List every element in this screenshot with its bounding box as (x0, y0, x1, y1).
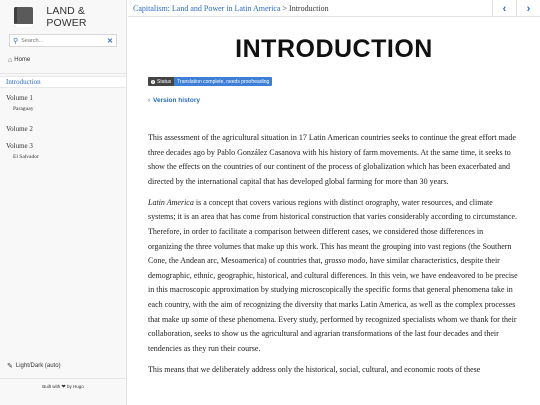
status-label-text: Status (157, 78, 172, 85)
info-icon: i (152, 79, 154, 84)
breadcrumb-separator: > (282, 4, 288, 13)
book-icon (12, 6, 33, 28)
page-title: INTRODUCTION (235, 35, 433, 63)
breadcrumb-link-book[interactable]: Capitalism: Land and Power in Latin America (133, 4, 281, 13)
grosso-modo-emphasis: grosso modo (324, 256, 366, 266)
footer-by-text[interactable]: by Hugo (66, 384, 84, 389)
status-badge-value: Translation complete, needs proofreading (174, 77, 272, 86)
chevron-right-icon: › (526, 2, 531, 15)
status-badge-label (148, 77, 174, 86)
theme-toggle[interactable] (7, 362, 61, 370)
clear-search-icon[interactable]: ✕ (107, 37, 113, 45)
paragraph-2 (148, 196, 518, 357)
sidebar-divider (0, 73, 126, 74)
footer-divider (0, 378, 126, 379)
chevron-left-icon: ‹ (502, 2, 507, 15)
latin-america-emphasis: Latin America (148, 197, 194, 207)
page-nav (492, 0, 540, 17)
heart-icon: ❤ (61, 384, 66, 390)
status-badge (148, 77, 272, 86)
breadcrumb-current: Introduction (289, 4, 329, 13)
home-label: Home (14, 57, 31, 63)
main-content (128, 18, 540, 405)
version-history-toggle[interactable] (148, 97, 200, 104)
next-page-button[interactable] (516, 0, 540, 17)
paragraph-1: This assessment of the agricultural situation in 17 Latin American countries seeks to continue the great effort made three decades ago by Pablo González Casanova with his history of farm movements. At the same time, it seeks to show the effects on the countries of our continent of the process of globalization which has been exacerbated and directed by the international capital that has developed global farming for more than 30 years. (148, 133, 516, 186)
search-box (9, 34, 117, 47)
version-history-label: Version history (153, 97, 200, 104)
brush-icon: ✎ (7, 363, 13, 370)
footer-built-text: Built with (42, 384, 61, 389)
article-body (148, 131, 518, 384)
brand[interactable] (0, 0, 126, 34)
prev-page-button[interactable] (492, 0, 516, 17)
breadcrumb (133, 4, 329, 13)
sidebar-item-paraguay[interactable]: Paraguay (13, 106, 34, 112)
search-input[interactable] (21, 35, 107, 46)
brand-title[interactable]: LAND & POWER (46, 5, 87, 29)
top-bar (128, 0, 540, 17)
theme-label: Light/Dark (auto) (15, 363, 61, 369)
footer (0, 384, 126, 390)
home-link[interactable] (8, 56, 126, 64)
chevron-right-icon: › (148, 97, 150, 104)
home-icon: ⌂ (8, 56, 13, 64)
sidebar (0, 0, 127, 405)
paragraph-3: This means that we deliberately address only the historical, social, cultural, and economic roots of these (148, 364, 481, 374)
sidebar-item-introduction[interactable]: Introduction (0, 76, 126, 88)
sidebar-item-el-salvador[interactable]: El Salvador (13, 154, 39, 160)
paragraph-2-part-a: is a concept that covers various regions with distinct orography, water resources, and climate systems; it is an area that has come from historical construction that varies considerably according to circumstance. Therefore, in order to facilitate a comparison between different cases, we considered those differences in organizing the three volumes that make up this work. This has meant the grouping into vast regions (the Southern Cone, the Andean arc, Mesoamerica) of countries that, (148, 197, 517, 266)
sidebar-item-volume-1[interactable]: Volume 1 (6, 94, 33, 102)
sidebar-item-volume-3[interactable]: Volume 3 (6, 142, 33, 150)
search-icon: ⚲ (13, 37, 19, 45)
sidebar-item-volume-2[interactable]: Volume 2 (6, 125, 33, 133)
paragraph-2-part-b: , have similar characteristics, despite their demographic, ethnic, geographic, historical, and cultural differences. In this vein, we have endeavored to be precise in this macroscopic approximation by studying microscopically the specific forms that general phenomena take in each country, with the aim of recognizing the diversity that marks Latin America, as well as the complex processes that make up some of these phenomena. Every study, performed by recognized specialists whom we thank for their collaboration, seeks to show us the agricultural and agrarian transformations of the last four decades and their tendencies as they run their course. (148, 256, 518, 353)
sidebar-nav (0, 76, 126, 160)
